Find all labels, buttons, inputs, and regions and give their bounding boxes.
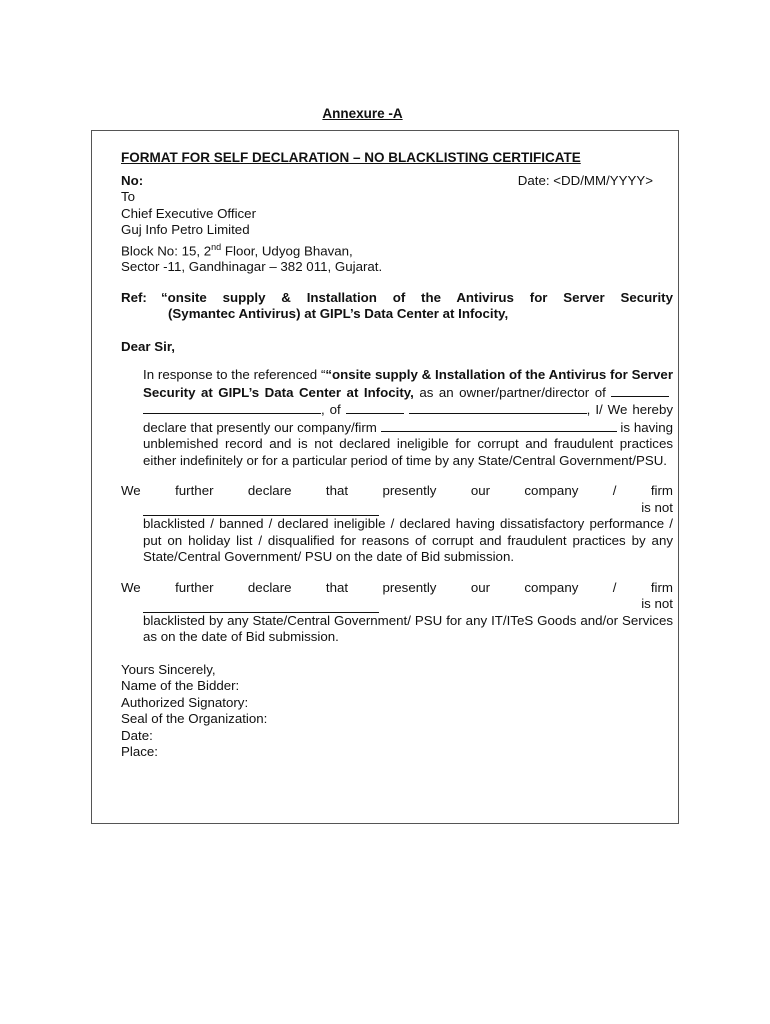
paragraph-blacklist-1 (121, 483, 673, 566)
address-to: To (121, 189, 136, 204)
address-block (121, 189, 673, 276)
blank-field (611, 384, 669, 397)
para3-is-not: is not (641, 596, 673, 612)
reference-label: Ref: (121, 289, 147, 305)
para2-is-not: is not (641, 499, 673, 515)
word: that (325, 483, 349, 499)
word: declare (247, 579, 292, 595)
para1-text-1: as an owner/partner/director of (413, 384, 612, 400)
address-line-3-post: Floor, Udyog Bhavan, (221, 242, 353, 258)
word: our (470, 579, 491, 595)
address-line-2: Guj Info Petro Limited (121, 222, 250, 237)
para2-body: blacklisted / banned / declared ineligible / declared having dissatisfactory performance / put on holiday list / disqualified for reasons of corrupt and fraudulent practices by any State/Central Government/ PSU on the date of Bid submission. (143, 516, 673, 565)
reference-line-2: (Symantec Antivirus) at GIPL’s Data Center at Infocity, (168, 306, 509, 322)
para1-text-3: , I/ We hereby declare that presently our company/firm (143, 402, 673, 435)
address-line-1: Chief Executive Officer (121, 205, 256, 221)
para1-text-4: is having unblemished record and is not declared ineligible for corrupt and fraudulent practices either indefinitely or for a particular period of time by any State/Central Government/PSU. (143, 419, 673, 468)
number-label: No: (121, 172, 144, 188)
paragraph-blacklist-2 (121, 580, 673, 646)
word: presently (382, 579, 437, 595)
para3-body: blacklisted by any State/Central Government/ PSU for any IT/ITeS Goods and/or Services as on the date of Bid submission. (143, 612, 673, 645)
word: further (175, 579, 214, 595)
signoff-block (121, 662, 673, 761)
signoff-line-3: Authorized Signatory: (121, 694, 249, 710)
blank-field (381, 419, 617, 432)
blank-field (346, 401, 404, 414)
signoff-line-2: Name of the Bidder: (121, 678, 240, 694)
word: We (121, 579, 141, 595)
para1-text-2: , of (321, 402, 346, 418)
paragraph-response (121, 367, 673, 469)
word: company (524, 483, 579, 499)
date-label: Date: <DD/MM/YYYY> (517, 172, 653, 188)
para2-lead-row (121, 483, 673, 500)
blank-field (143, 600, 379, 613)
para3-lead-row (121, 580, 673, 597)
para1-lead: In response to the referenced “ (143, 367, 326, 383)
annexure-heading: Annexure -A (322, 106, 403, 121)
declaration-content (121, 150, 673, 761)
word: declare (247, 483, 292, 499)
signoff-line-5: Date: (121, 727, 153, 743)
blank-field (409, 401, 587, 414)
word: our (470, 483, 491, 499)
word: / (612, 483, 617, 499)
word: firm (650, 483, 673, 499)
reference-line-1: “onsite supply & Installation of the Antivirus for Server Security (161, 289, 673, 305)
document-title: FORMAT FOR SELF DECLARATION – NO BLACKLISTING CERTIFICATE (121, 150, 581, 165)
address-line-4: Sector -11, Gandhinagar – 382 011, Gujarat. (121, 259, 383, 275)
word: We (121, 483, 141, 499)
reference (121, 290, 673, 323)
signoff-line-6: Place: (121, 744, 158, 760)
signoff-line-1: Yours Sincerely, (121, 661, 216, 677)
signoff-line-4: Seal of the Organization: (121, 711, 268, 727)
number-date-row (121, 173, 673, 190)
para1-bold: “onsite supply & Installation of the Antivirus for Server Security at GIPL’s Data Center at Infocity, (143, 367, 673, 400)
word: / (612, 579, 617, 595)
blank-field (143, 503, 379, 516)
blank-field (143, 401, 321, 414)
word: further (175, 483, 214, 499)
address-line-3-sup: nd (211, 241, 222, 252)
address-line-3 (121, 239, 673, 260)
word: presently (382, 483, 437, 499)
salutation: Dear Sir, (121, 338, 175, 354)
word: that (325, 579, 349, 595)
word: company (524, 579, 579, 595)
word: firm (650, 579, 673, 595)
address-line-3-pre: Block No: 15, 2 (121, 242, 212, 258)
